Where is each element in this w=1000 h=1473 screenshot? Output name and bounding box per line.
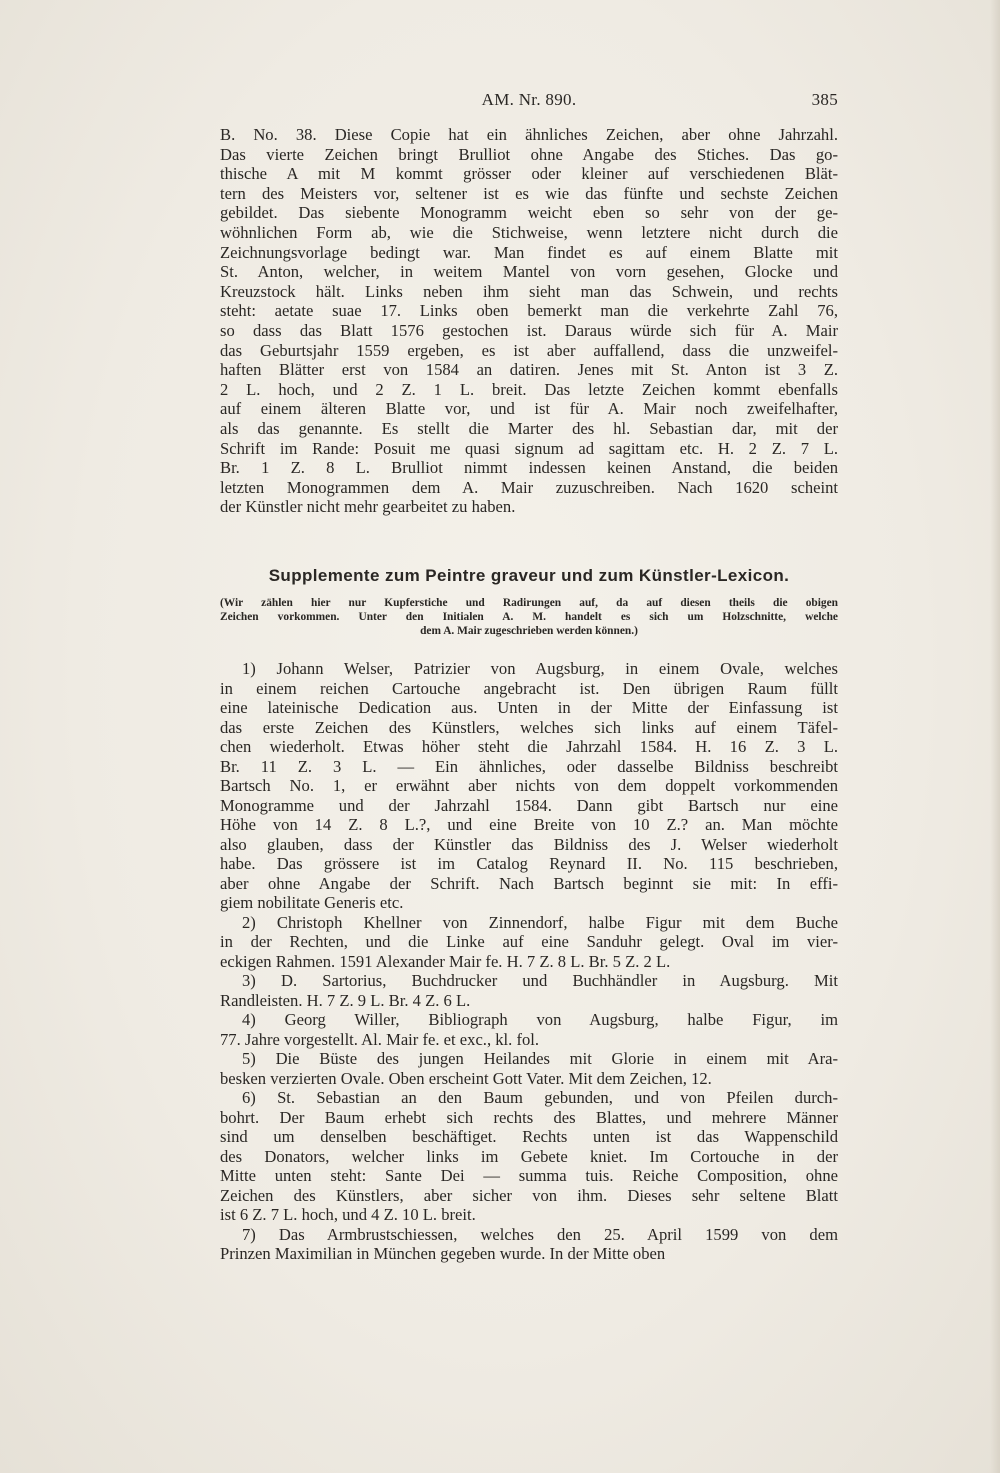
entry-line: Zeichen des Künstlers, aber sicher von ihm. Dieses sehr seltene Blatt [220, 1185, 838, 1205]
note-line: Zeichen vorkommen. Unter den Initialen A. M. handelt es sich um Holzschnitte, welche [220, 611, 838, 624]
entry-line: also glauben, dass der Künstler das Bildniss des J. Welser wiederholt [220, 834, 838, 854]
text-line: das Geburtsjahr 1559 ergeben, es ist aber auffallend, dass die unzweifel- [220, 340, 838, 360]
text-line: der Künstler nicht mehr gearbeitet zu haben. [220, 497, 516, 517]
entry-line: Randleisten. H. 7 Z. 9 L. Br. 4 Z. 6 L. [220, 990, 471, 1010]
entry-line: 6) St. Sebastian an den Baum gebunden, und von Pfeilen durch- [242, 1088, 838, 1107]
entry-line: das erste Zeichen des Künstlers, welches sich links auf einem Täfel- [220, 717, 838, 737]
intro-paragraph [220, 125, 838, 517]
entry-line: 4) Georg Willer, Bibliograph von Augsburg, halbe Figur, im [242, 1010, 838, 1029]
entry-line: 3) D. Sartorius, Buchdrucker und Buchhändler in Augsburg. Mit [242, 971, 838, 990]
entry-line: 7) Das Armbrustschiessen, welches den 25. April 1599 von dem [242, 1224, 838, 1244]
text-line: tern des Meisters vor, seltener ist es wie das fünfte und sechste Zeichen [220, 183, 838, 203]
text-line: gebildet. Das siebente Monogramm weicht eben so sehr von der ge- [220, 203, 838, 223]
entry-line: ist 6 Z. 7 L. hoch, und 4 Z. 10 L. breit. [220, 1205, 476, 1224]
entry-line: besken verzierten Ovale. Oben erscheint Gott Vater. Mit dem Zeichen, 12. [220, 1068, 712, 1088]
entry-line: in einem reichen Cartouche angebracht ist. Den übrigen Raum füllt [220, 678, 838, 698]
section-heading: Supplemente zum Peintre graveur und zum Künstler-Lexicon. [268, 566, 790, 585]
text-line: auf einem älteren Blatte vor, und ist für A. Mair noch zweifelhafter, [220, 399, 838, 419]
text-line: letzten Monogrammen dem A. Mair zuzuschreiben. Nach 1620 scheint [220, 477, 838, 497]
text-line: wöhnlichen Form ab, wie die Stichweise, wenn letztere nicht durch die [220, 222, 838, 242]
note-line: dem A. Mair zugeschrieben werden können.) [420, 625, 638, 638]
entry-line: aber ohne Angabe der Schrift. Nach Bartsch beginnt sie mit: In effi- [220, 873, 838, 893]
page-number: 385 [811, 90, 838, 109]
text-line: als das genannte. Es stellt die Marter des hl. Sebastian dar, mit der [220, 418, 838, 438]
entry-line: Mitte unten steht: Sante Dei — summa tuis. Reiche Composition, ohne [220, 1166, 838, 1185]
text-line: B. No. 38. Diese Copie hat ein ähnliches Zeichen, aber ohne Jahrzahl. [220, 125, 838, 144]
entry-line: chen wiederholt. Etwas höher steht die Jahrzahl 1584. H. 16 Z. 3 L. [220, 737, 838, 756]
entries-list [220, 659, 838, 1264]
entry-line: 1) Johann Welser, Patrizier von Augsburg, in einem Ovale, welches [242, 659, 838, 678]
running-title: AM. Nr. 890. [481, 90, 577, 109]
text-line: 2 L. hoch, und 2 Z. 1 L. breit. Das letzte Zeichen kommt ebenfalls [220, 379, 838, 399]
entry-line: 5) Die Büste des jungen Heilandes mit Glorie in einem mit Ara- [242, 1049, 838, 1068]
entry-line: eine lateinische Dedication aus. Unten in der Mitte der Einfassung ist [220, 698, 838, 717]
entry-line: Monogramme und der Jahrzahl 1584. Dann gibt Bartsch nur eine [220, 795, 838, 815]
entry-line: Höhe von 14 Z. 8 L.?, und eine Breite von 10 Z.? an. Man möchte [220, 815, 838, 834]
text-line: Br. 1 Z. 8 L. Brulliot nimmt indessen keinen Anstand, die beiden [220, 458, 838, 478]
entry-line: Bartsch No. 1, er erwähnt aber nichts von dem doppelt vorkommenden [220, 776, 838, 795]
entry-line: des Donators, welcher links im Gebete kniet. Im Cortouche in der [220, 1146, 838, 1166]
text-line: so dass das Blatt 1576 gestochen ist. Daraus würde sich für A. Mair [220, 320, 838, 340]
text-line: Schrift im Rande: Posuit me quasi signum ad sagittam etc. H. 2 Z. 7 L. [220, 438, 838, 458]
note-line: (Wir zählen hier nur Kupferstiche und Radirungen auf, da auf diesen theils die obigen [220, 597, 838, 609]
text-line: thische A mit M kommt grösser oder kleiner auf verschiedenen Blät- [220, 164, 838, 184]
text-line: steht: aetate suae 17. Links oben bemerkt man die verkehrte Zahl 76, [220, 301, 838, 321]
text-line: Das vierte Zeichen bringt Brulliot ohne Angabe des Stiches. Das go- [220, 144, 838, 164]
entry-line: habe. Das grössere ist im Catalog Reynard II. No. 115 beschrieben, [220, 854, 838, 873]
entry-line: sind um denselben beschäftiget. Rechts unten ist das Wappenschild [220, 1127, 838, 1146]
entry-line: 2) Christoph Khellner von Zinnendorf, halbe Figur mit dem Buche [242, 912, 838, 932]
entry-line: Br. 11 Z. 3 L. — Ein ähnliches, oder dasselbe Bildniss beschreibt [220, 756, 838, 776]
text-line: haften Blätter erst von 1584 an datiren. Jenes mit St. Anton ist 3 Z. [220, 360, 838, 380]
entry-line: giem nobilitate Generis etc. [220, 893, 404, 912]
entry-line: eckigen Rahmen. 1591 Alexander Mair fe. H. 7 Z. 8 L. Br. 5 Z. 2 L. [220, 951, 671, 971]
entry-line: Prinzen Maximilian in München gegeben wurde. In der Mitte oben [220, 1244, 666, 1263]
entry-line: 77. Jahre vorgestellt. Al. Mair fe. et exc., kl. fol. [220, 1029, 540, 1049]
text-line: Kreuzstock hält. Links neben ihm sieht man das Schwein, und rechts [220, 281, 838, 301]
section-note [220, 596, 838, 639]
text-line: St. Anton, welcher, in weitem Mantel von vorn gesehen, Glocke und [220, 262, 838, 282]
entry-line: bohrt. Der Baum erhebt sich rechts des Blattes, und mehrere Männer [220, 1107, 838, 1127]
text-line: Zeichnungsvorlage bedingt war. Man findet es auf einem Blatte mit [220, 242, 838, 262]
entry-line: in der Rechten, und die Linke auf eine Sanduhr gelegt. Oval im vier- [220, 932, 838, 951]
running-head [220, 90, 838, 116]
page-edge-shadow [990, 0, 1000, 1473]
